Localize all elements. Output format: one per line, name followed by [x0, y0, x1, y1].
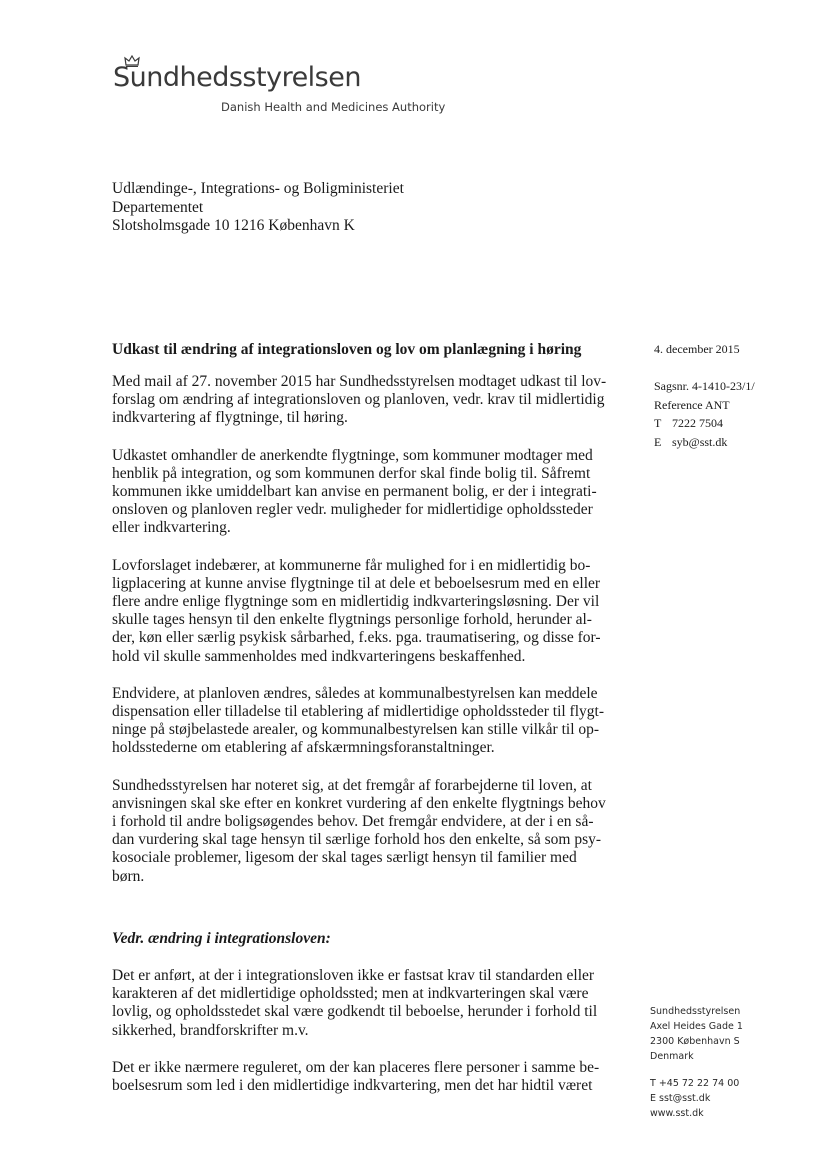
phone-key: T — [654, 416, 662, 430]
letter-body — [112, 373, 607, 1114]
text-line: børn. — [112, 867, 145, 885]
org-logo-wordmark: Sundhedsstyrelsen — [113, 62, 361, 93]
email-row — [654, 433, 755, 452]
text-line: skulle tages hensyn til den enkelte flygtnings personlige forhold, herunder al- — [112, 611, 592, 629]
footer-website[interactable]: www.sst.dk — [650, 1108, 704, 1119]
recipient-line: Udlændinge-, Integrations- og Boligministeriet — [112, 180, 404, 197]
phone-row — [654, 414, 755, 433]
text-line: indkvartering af flygtninge, til høring. — [112, 409, 348, 427]
email-key: E — [654, 434, 662, 449]
text-line: flere andre enlige flygtninge som en midlertidig indkvarteringsløsning. Der vil — [112, 593, 600, 611]
text-line: Udkastet omhandler de anerkendte flygtninge, som kommuner modtager med — [112, 446, 593, 464]
text-line: boelsesrum som led i den midlertidige indkvartering, men det har hidtil været — [112, 1077, 593, 1095]
text-line: karakteren af det midlertidige opholdssted; men at indkvarteringen skal være — [112, 985, 589, 1003]
text-line: anvisningen skal ske efter en konkret vurdering af den enkelte flygtnings behov — [112, 794, 606, 812]
text-line: sikkerhed, brandforskrifter m.v. — [112, 1021, 309, 1039]
text-line: Lovforslaget indebærer, at kommunerne får mulighed for i en midlertidig bo- — [112, 556, 591, 574]
case-meta — [654, 377, 755, 451]
text-line: lovlig, og opholdsstedet skal være godkendt til beboelse, herunder i forhold til — [112, 1003, 598, 1021]
recipient-line: Departementet — [112, 198, 204, 216]
footer-org-name: Sundhedsstyrelsen — [650, 1006, 741, 1017]
letter-date: 4. december 2015 — [654, 342, 740, 356]
body-paragraph — [112, 373, 607, 428]
text-line: forslag om ændring af integrationsloven og planloven, vedr. krav til midlertidig — [112, 391, 605, 409]
body-paragraph — [112, 447, 602, 538]
text-line: der, køn eller særlig psykisk sårbarhed, f.eks. pga. traumatisering, og disse for- — [112, 629, 601, 647]
text-line: kommunen ikke umiddelbart kan anvise en permanent bolig, er der i integrati- — [112, 483, 597, 501]
body-paragraph — [112, 1059, 602, 1095]
footer-phone: T +45 72 22 74 00 — [650, 1078, 740, 1089]
text-line: i forhold til andre boligsøgendes behov. Det fremgår endvidere, at der i en så- — [112, 813, 594, 831]
letter-subject: Udkast til ændring af integrationsloven og lov om planlægning i høring — [112, 341, 582, 358]
body-paragraph — [112, 685, 602, 758]
text-line: ligplacering at kunne anvise flygtninge til at dele et beboelsesrum med en eller — [112, 574, 601, 592]
body-paragraph — [112, 776, 606, 886]
recipient-address — [112, 180, 404, 236]
text-line: Med mail af 27. november 2015 har Sundhedsstyrelsen modtaget udkast til lov- — [112, 373, 607, 390]
text-line: dan vurdering skal tage hensyn til særlige forhold hos den enkelte, så som psy- — [112, 831, 602, 849]
text-line: holdsstederne om etablering af afskærmningsforanstaltninger. — [112, 739, 495, 757]
text-line: Sundhedsstyrelsen har noteret sig, at det fremgår af forarbejderne til loven, at — [112, 776, 592, 794]
email-value[interactable]: syb@sst.dk — [672, 434, 728, 449]
phone-value: 7222 7504 — [672, 416, 723, 430]
body-paragraph — [112, 557, 602, 666]
recipient-line: Slotsholmsgade 10 1216 København K — [112, 217, 355, 234]
footer-street: Axel Heides Gade 1 — [650, 1021, 743, 1032]
footer-city: 2300 København S — [650, 1036, 740, 1047]
text-line: kosociale problemer, ligesom der skal tages særligt hensyn til familier med — [112, 849, 577, 867]
footer-email[interactable]: E sst@sst.dk — [650, 1093, 711, 1104]
body-paragraph — [112, 967, 602, 1040]
text-line: eller indkvartering. — [112, 519, 231, 537]
org-logo-subtitle: Danish Health and Medicines Authority — [221, 100, 446, 114]
text-line: Det er ikke nærmere reguleret, om der kan placeres flere personer i samme be- — [112, 1058, 600, 1076]
text-line: Det er anført, at der i integrationsloven ikke er fastsat krav til standarden eller — [112, 967, 595, 985]
text-line: hold vil skulle sammenholdes med indkvarteringens beskaffenhed. — [112, 647, 526, 665]
text-line: henblik på integration, og som kommunen derfor skal finde bolig til. Såfremt — [112, 464, 591, 482]
footer-country: Denmark — [650, 1051, 694, 1062]
reference: Reference ANT — [654, 397, 730, 412]
text-line: dispensation eller tilladelse til etablering af midlertidige opholdssteder til flygt- — [112, 703, 604, 721]
section-heading: Vedr. ændring i integrationsloven: — [112, 929, 331, 947]
case-number: Sagsnr. 4-1410-23/1/ — [654, 379, 755, 393]
text-line: onsloven og planloven regler vedr. muligheder for midlertidige opholdssteder — [112, 501, 593, 519]
text-line: Endvidere, at planloven ændres, således at kommunalbestyrelsen kan meddele — [112, 684, 598, 702]
footer-contact — [650, 1004, 743, 1121]
text-line: ninge på støjbelastede arealer, og kommunalbestyrelsen kan stille vilkår til op- — [112, 721, 600, 739]
